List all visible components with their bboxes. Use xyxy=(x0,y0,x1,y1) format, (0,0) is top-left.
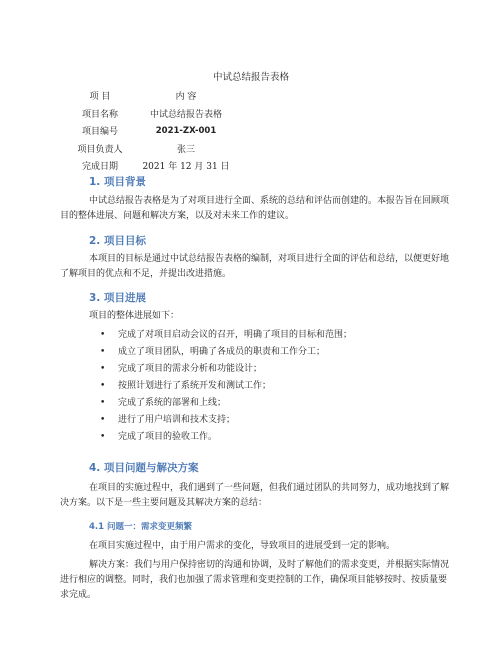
row-value: 2021-ZX-001 xyxy=(155,125,217,136)
list-item: • 完成了系统的部署和上线； xyxy=(100,395,352,412)
progress-list xyxy=(100,327,352,446)
table-row xyxy=(60,140,232,158)
section-intro-progress: 项目的整体进展如下： xyxy=(89,311,180,321)
table-row xyxy=(60,157,232,175)
row-value: 中试总结报告表格 xyxy=(149,109,222,120)
section-heading-progress: 3. 项目进展 xyxy=(89,292,146,304)
bullet-icon: • xyxy=(100,364,106,374)
subsection-heading-issue-1: 4.1 问题一：需求变更频繁 xyxy=(89,522,193,532)
bullet-icon: • xyxy=(100,398,106,408)
section-heading-goals: 2. 项目目标 xyxy=(89,235,146,247)
bullet-icon: • xyxy=(100,415,106,425)
table-header-row xyxy=(60,87,232,105)
table-row xyxy=(60,122,232,140)
project-info-table xyxy=(60,87,232,175)
document-title: 中试总结报告表格 xyxy=(212,72,289,83)
bullet-icon: • xyxy=(100,347,106,357)
issue-1-solution: 解决方案：我们与用户保持密切的沟通和协调，及时了解他们的需求变更，并根据实际情况进行相应的调整。同时，我们也加强了需求管理和变更控制的工作，确保项目能够按时、按质量要求完成。 xyxy=(60,560,450,600)
list-item: • 完成了项目的需求分析和功能设计； xyxy=(100,361,352,378)
section-text-background: 中试总结报告表格是为了对项目进行全面、系统的总结和评估而创建的。本报告旨在回顾项目的整体进展、问题和解决方案，以及对未来工作的建议。 xyxy=(60,196,450,221)
list-item: • 完成了对项目启动会议的召开，明确了项目的目标和范围； xyxy=(100,327,352,344)
table-row xyxy=(60,105,232,123)
row-key: 项目名称 xyxy=(81,109,118,120)
section-heading-background: 1. 项目背景 xyxy=(89,176,146,188)
row-value: 张三 xyxy=(176,144,195,155)
bullet-icon: • xyxy=(100,432,106,442)
list-item: • 按照计划进行了系统开发和测试工作； xyxy=(100,378,352,395)
bullet-icon: • xyxy=(100,381,106,391)
section-text-goals: 本项目的目标是通过中试总结报告表格的编制，对项目进行全面的评估和总结，以便更好地了解项目的优点和不足，并提出改进措施。 xyxy=(60,254,450,279)
section-heading-issues: 4. 项目问题与解决方案 xyxy=(89,462,199,474)
issue-1-description: 在项目实施过程中，由于用户需求的变化，导致项目的进展受到一定的影响。 xyxy=(89,541,396,551)
row-key: 项目负责人 xyxy=(77,144,123,155)
row-key: 完成日期 xyxy=(81,162,118,173)
header-item: 项 目 xyxy=(89,92,111,103)
section-intro-issues: 在项目的实施过程中，我们遇到了一些问题，但我们通过团队的共同努力，成功地找到了解决方案。以下是一些主要问题及其解决方案的总结： xyxy=(60,483,450,508)
row-key: 项目编号 xyxy=(81,127,118,138)
list-item: • 进行了用户培训和技术支持； xyxy=(100,412,352,429)
list-item: • 成立了项目团队，明确了各成员的职责和工作分工； xyxy=(100,344,352,361)
row-value: 2021 年 12 月 31 日 xyxy=(142,162,230,173)
header-content: 内 容 xyxy=(175,92,197,103)
bullet-icon: • xyxy=(100,330,106,340)
list-item: • 完成了项目的验收工作。 xyxy=(100,429,352,446)
